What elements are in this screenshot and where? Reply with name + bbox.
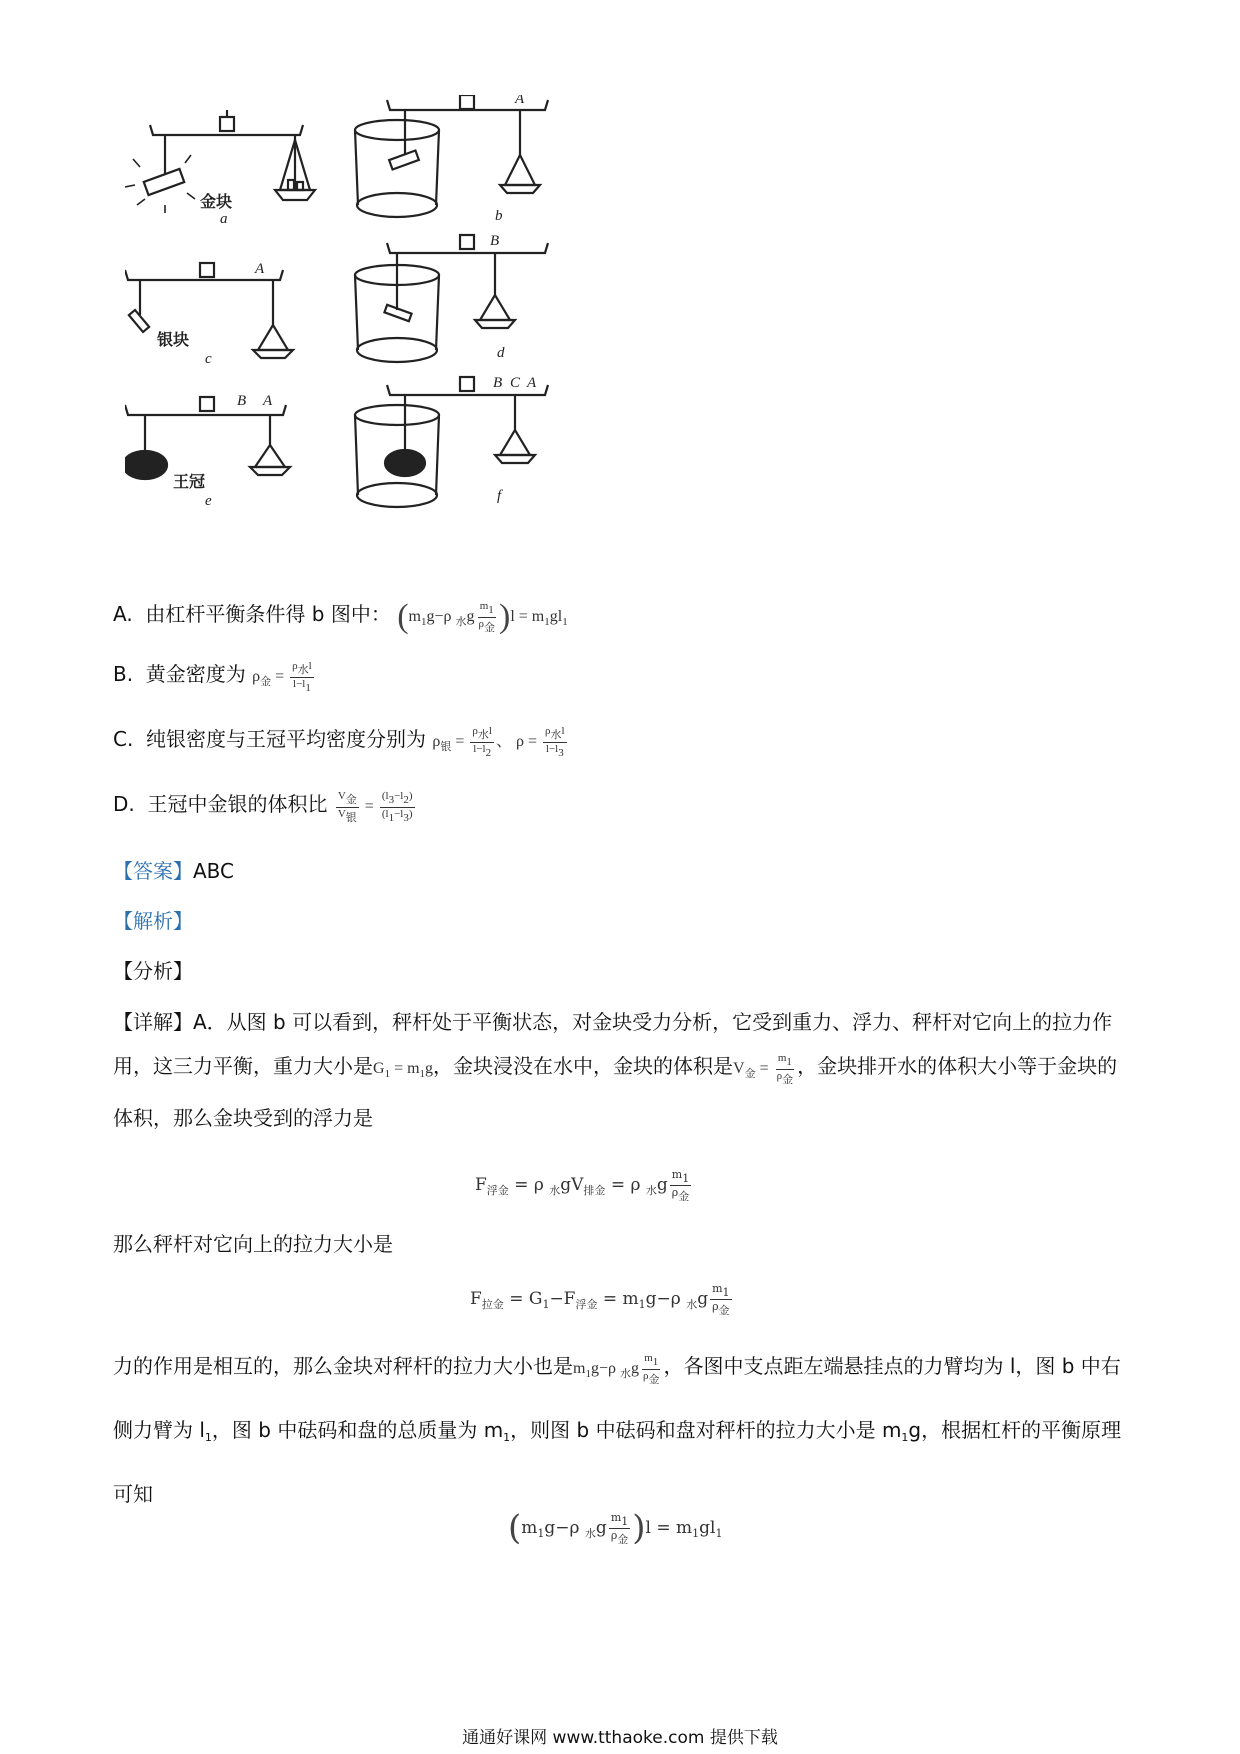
diagram-c — [125, 263, 293, 358]
diagram-e — [125, 397, 290, 479]
label-crown: 王冠 — [173, 472, 206, 491]
option-b: B. 黄金密度为 $\rho_金$ = $\frac{\text{ρ水l}}{l-l1}$ — [113, 660, 316, 696]
label-f: f — [497, 488, 502, 504]
formula-c: $\rho_银$ = $\frac{\text{ρ水l}}{l-l2}$ 、 ρ = $\frac{\text{ρ水l}}{l-l3}$ — [432, 725, 565, 759]
formula-a: ($m_1g-\rho$ $_水$g $\frac{m1}{\text{ρ金}}$ )$l = m_1gl_1$ — [397, 598, 568, 636]
fenxi-label: 【分析】 — [113, 959, 193, 983]
diagram-d — [355, 235, 548, 362]
label-e: e — [205, 493, 212, 509]
mark-c-f: C — [510, 375, 521, 391]
detail-paragraph-3: 力的作用是相互的，那么金块对秤杆的拉力大小也是$m_1g-\rho$ $_水$g $\frac{m1}{\text{ρ金}}$ ，各图中支点距左端悬挂点的力臂均为 l，图 b 中右侧力臂为 $l_1$，图 b 中砝码和盘的总质量为 $m_1$，则图 b 中砝码和盘对秤杆的拉力大小是 $m_1g$，根据杠杆的平衡原理可知 — [113, 1351, 1122, 1506]
label-a: a — [220, 211, 228, 227]
equation-buoyancy: $F_{浮金} = \rho$ $_水gV_{排金} = \rho$ $_水$g $\frac{m1}{\text{ρ金}}$ — [475, 1168, 690, 1203]
diagram-b — [355, 95, 548, 217]
formula-d: $\frac{\text{V金}}{\text{V银}}$ = $\frac{(l3-l2)}{(l1-l3)}$ — [337, 790, 413, 824]
equation-balance: ($m_1g-\rho$ $_水$g $\frac{m1}{\text{ρ金}}$ )$l = m_1gl_1$ — [508, 1508, 723, 1548]
mark-b-e: B — [237, 393, 247, 409]
answer-value: ABC — [193, 859, 235, 883]
label-gold: 金块 — [200, 192, 233, 211]
option-a: A. 由杠杆平衡条件得 b 图中： ($m_1g-\rho$ $_水$g $\frac{m1}{\text{ρ金}}$ )$l = m_1gl_1$ — [113, 598, 568, 636]
mark-b-d: B — [490, 233, 500, 249]
label-b: b — [495, 208, 503, 224]
mark-b-f: B — [493, 375, 503, 391]
label-c: c — [205, 351, 212, 367]
diagram-f — [355, 377, 548, 507]
answer-line: 【答案】ABC — [113, 859, 235, 883]
detail-paragraph-1: 【详解】A．从图 b 可以看到，秤杆处于平衡状态，对金块受力分析，它受到重力、浮力、秤杆对它向上的拉力作用，这三力平衡，重力大小是$G_1 = m_1g$，金块浸没在水中，金块的体积是$V_金$ = $\frac{m1}{\text{ρ金}}$ ，金块排开水的体积大小等于金块的体积，那么金块受到的浮力是 — [113, 1010, 1118, 1130]
balance-figure — [125, 95, 645, 575]
page-footer: 通通好课网 www.tthaoke.com 提供下载 — [462, 1728, 778, 1748]
mark-a-e: A — [263, 393, 273, 409]
analysis-label: 【解析】 — [113, 909, 193, 933]
option-c: C. 纯银密度与王冠平均密度分别为 $\rho_银$ = $\frac{\text{ρ水l}}{l-l2}$ 、 ρ = $\frac{\text{ρ水l}}{l-l3}$ — [113, 725, 569, 761]
mark-a-b: A — [515, 95, 525, 107]
equation-pull: $F_{拉金} = G_1-F_{浮金} = m_1g-\rho$ $_水$g $\frac{m1}{\text{ρ金}}$ — [470, 1282, 730, 1317]
label-d: d — [497, 345, 505, 361]
detail-paragraph-2: 那么秤杆对它向上的拉力大小是 — [113, 1232, 393, 1256]
label-silver: 银块 — [157, 330, 190, 349]
option-d: D. 王冠中金银的体积比 $\frac{\text{V金}}{\text{V银}}$ = $\frac{(l3-l2)}{(l1-l3)}$ — [113, 790, 417, 825]
balance-diagrams — [125, 95, 645, 575]
formula-b: $\rho_金$ = $\frac{\text{ρ水l}}{l-l1}$ — [252, 660, 312, 694]
mark-a-f: A — [527, 375, 537, 391]
mark-a-c: A — [255, 261, 265, 277]
